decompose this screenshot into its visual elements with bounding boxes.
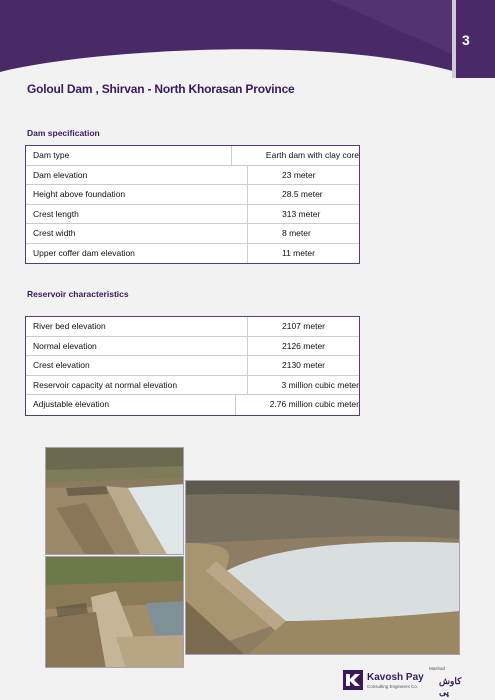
company-logo bbox=[343, 666, 463, 696]
row-label: Reservoir capacity at normal elevation bbox=[26, 376, 248, 395]
row-label: Dam elevation bbox=[26, 166, 248, 185]
table-row bbox=[26, 376, 359, 396]
page-title: Goloul Dam , Shirvan - North Khorasan Province bbox=[27, 82, 295, 96]
reservoir-photo bbox=[185, 480, 460, 655]
row-label: Crest elevation bbox=[26, 356, 248, 375]
table-row bbox=[26, 146, 359, 166]
row-label: Upper coffer dam elevation bbox=[26, 244, 248, 264]
dam-photo-top-left bbox=[45, 447, 184, 555]
row-label: Crest width bbox=[26, 224, 248, 243]
table-row bbox=[26, 166, 359, 186]
row-value: 8 meter bbox=[282, 228, 311, 238]
header-band bbox=[0, 0, 495, 82]
row-value: 23 meter bbox=[282, 169, 316, 180]
row-label: Height above foundation bbox=[26, 185, 248, 204]
row-value: 28.5 meter bbox=[282, 189, 323, 199]
row-value: 2130 meter bbox=[282, 360, 325, 370]
logo-tagline: Consulting Engineers Co. bbox=[367, 684, 419, 689]
row-label: Adjustable elevation bbox=[26, 395, 236, 415]
logo-small-text: Mashad bbox=[429, 666, 446, 671]
table-row bbox=[26, 356, 359, 376]
row-label: Normal elevation bbox=[26, 337, 248, 356]
page-number: 3 bbox=[462, 32, 470, 48]
reservoir-heading: Reservoir characteristics bbox=[27, 289, 129, 299]
row-label: Crest length bbox=[26, 205, 248, 224]
row-value: 2126 meter bbox=[282, 340, 325, 351]
row-value: 3 million cubic meter bbox=[281, 379, 359, 390]
dam-photo-bottom-left bbox=[45, 556, 184, 668]
table-row bbox=[26, 337, 359, 357]
logo-mark-icon bbox=[343, 670, 363, 690]
row-value: 2107 meter bbox=[282, 321, 325, 331]
table-row bbox=[26, 185, 359, 205]
table-row bbox=[26, 205, 359, 225]
dam-spec-heading: Dam specification bbox=[27, 128, 100, 138]
row-value: 313 meter bbox=[282, 208, 321, 219]
row-value: 11 meter bbox=[282, 247, 315, 258]
reservoir-table bbox=[25, 316, 360, 416]
table-row bbox=[26, 395, 359, 415]
table-row bbox=[26, 224, 359, 244]
row-label: River bed elevation bbox=[26, 317, 248, 336]
table-row bbox=[26, 244, 359, 264]
logo-script-text: کاوش پی bbox=[439, 676, 462, 697]
logo-name: Kavosh Pay bbox=[367, 672, 424, 683]
dam-spec-table bbox=[25, 145, 360, 264]
row-value: 2.76 million cubic meter bbox=[269, 399, 359, 409]
row-value: Earth dam with clay core bbox=[265, 150, 359, 160]
row-label: Dam type bbox=[26, 146, 232, 165]
table-row bbox=[26, 317, 359, 337]
